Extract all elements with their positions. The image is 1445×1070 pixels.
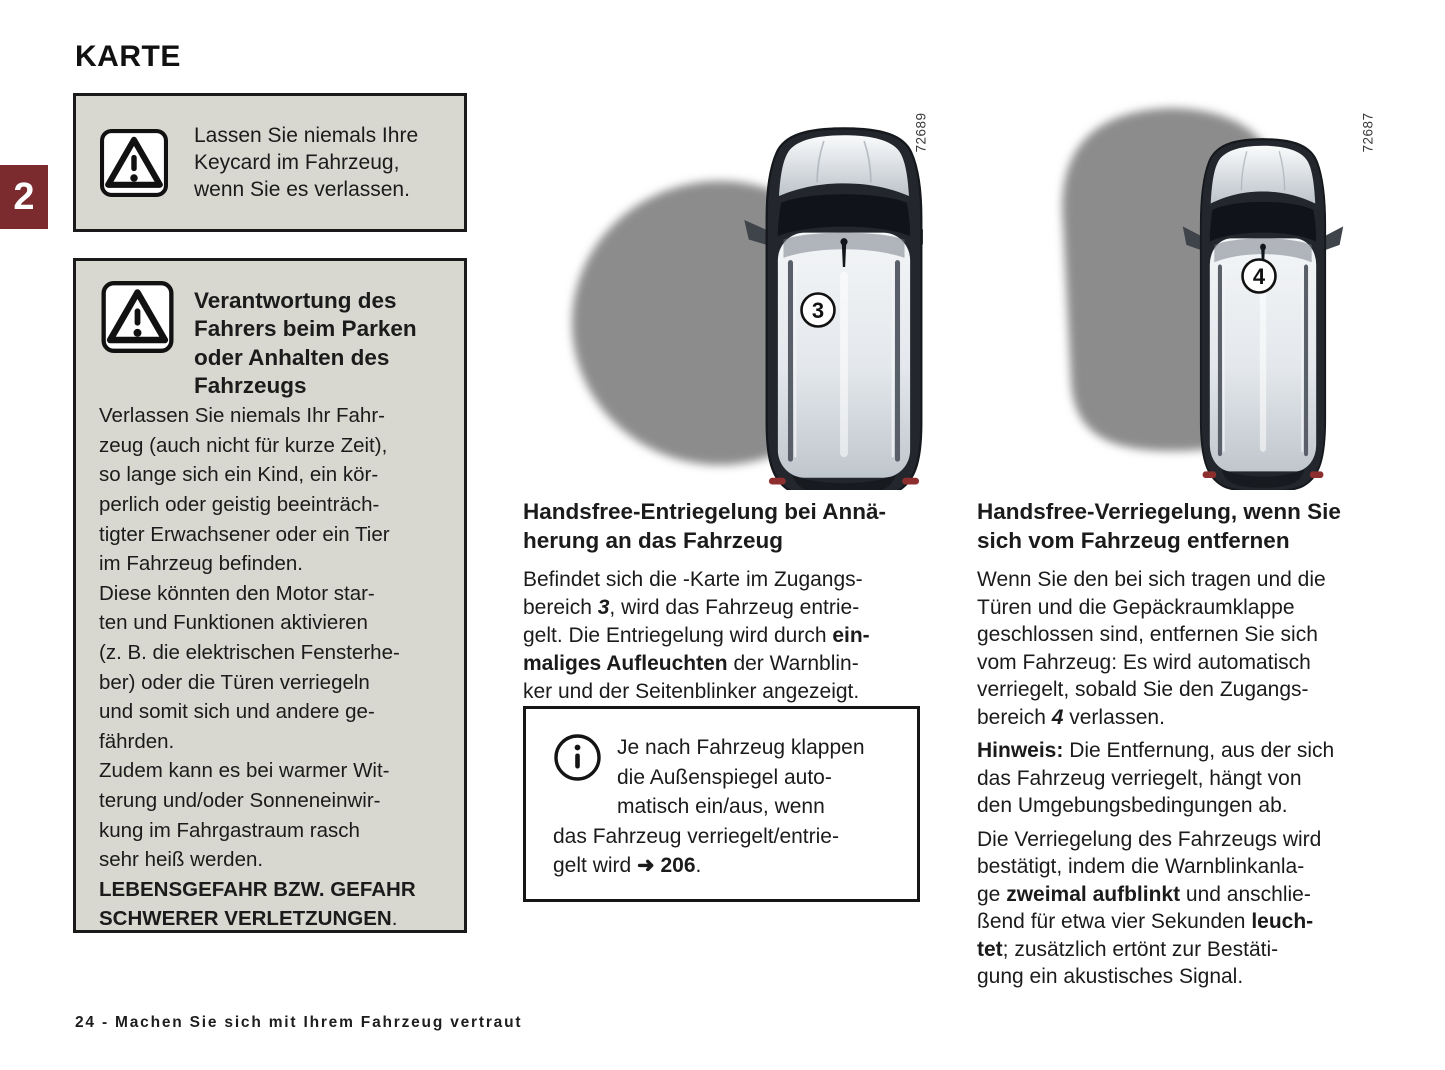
text-line: herung an das Fahrzeug [523, 528, 784, 553]
text-line: Fahrzeugs [194, 372, 307, 398]
warning-keycard-text [194, 122, 418, 203]
text-line: gung ein akustisches Signal. [977, 965, 1244, 988]
text-line: sehr heiß werden. [99, 848, 264, 872]
text-line: Je nach Fahrzeug klappen [617, 736, 865, 759]
text-line: Verlassen Sie niemals Ihr Fahr- [99, 404, 385, 428]
page-title: KARTE [75, 40, 181, 73]
text-line: Zudem kann es bei warmer Wit- [99, 759, 390, 783]
text-line: Handsfree-Verriegelung, wenn Sie [977, 499, 1341, 524]
text-line: bereich 4 verlassen. [977, 705, 1165, 729]
zone-number-badge [802, 294, 835, 327]
text-line: bestätigt, indem die Warnblinkanla- [977, 855, 1305, 878]
text-line: Verantwortung des [194, 288, 397, 313]
text-line: oder Anhalten des [194, 344, 390, 370]
warning-parking-body [99, 401, 464, 934]
text-line: so lange sich ein Kind, ein kör- [99, 463, 379, 487]
text-line: Die Verriegelung des Fahrzeugs wird [977, 827, 1322, 851]
car-unlock-illustration [523, 88, 923, 490]
text-line: die Außenspiegel auto- [617, 765, 832, 789]
text-line: gelt. Die Entriegelung wird durch ein- [523, 624, 870, 647]
text-line: den Umgebungsbedingungen ab. [977, 794, 1288, 817]
text-line: tet; zusätzlich ertönt zur Bestäti- [977, 937, 1279, 961]
text-line: tigter Erwachsener oder ein Tier [99, 522, 390, 546]
text-line: ber) oder die Türen verriegeln [99, 670, 370, 694]
text-line: Diese könnten den Motor star- [99, 581, 375, 605]
page-footer: 24 - Machen Sie sich mit Ihrem Fahrzeug vertraut [75, 1014, 523, 1031]
text-line: terung und/oder Sonneneinwir- [99, 788, 381, 812]
section-lock-paragraph-2 [977, 737, 1377, 820]
text-line: das Fahrzeug verriegelt/entrie- [553, 824, 839, 848]
chapter-tab [0, 165, 48, 229]
text-line: Befindet sich die -Karte im Zugangs- [523, 568, 863, 591]
svg-text:3: 3 [811, 298, 825, 323]
text-line: bereich 3, wird das Fahrzeug entrie- [523, 596, 860, 619]
text-line: wenn Sie es verlassen. [194, 178, 410, 201]
warning-box-keycard [73, 93, 467, 232]
text-line: ßend für etwa vier Sekunden leuch- [977, 910, 1314, 933]
text-line: zeug (auch nicht für kurze Zeit), [99, 433, 388, 457]
warning-triangle-icon [100, 129, 168, 197]
warning-triangle-icon [101, 281, 174, 353]
section-lock-paragraph-1 [977, 566, 1377, 731]
text-line: Hinweis: Die Entfernung, aus der sich [977, 739, 1335, 762]
text-line: Keycard im Fahrzeug, [194, 151, 400, 174]
text-line: Fahrers beim Parken [194, 316, 417, 342]
info-icon-wrap [553, 733, 617, 821]
car-top-view [1183, 139, 1343, 490]
section-lock [977, 497, 1377, 991]
section-unlock-heading [523, 497, 923, 555]
text-line: gelt wird ➜ 206. [553, 854, 702, 877]
text-line: fährden. [99, 729, 175, 753]
section-unlock [523, 497, 923, 706]
section-unlock-paragraph [523, 566, 923, 706]
figure-number: 72689 [913, 112, 929, 153]
text-line: das Fahrzeug verriegelt, hängt von [977, 766, 1302, 790]
svg-text:4: 4 [1252, 264, 1266, 289]
figure-unlock-zone [523, 88, 929, 490]
text-line: (z. B. die elektrischen Fensterhe- [99, 640, 400, 664]
text-line: Wenn Sie den bei sich tragen und die [977, 568, 1326, 591]
warning-parking-title [194, 287, 464, 400]
text-line: ten und Funktionen aktivieren [99, 611, 368, 635]
text-line: vom Fahrzeug: Es wird automatisch [977, 650, 1311, 674]
text-line: im Fahrzeug befinden. [99, 552, 303, 576]
text-line: kung im Fahrgastraum rasch [99, 818, 360, 842]
text-line: Türen und die Gepäckraumklappe [977, 595, 1295, 619]
text-line: SCHWERER VERLETZUNGEN. [99, 907, 398, 931]
zone-number-badge [1243, 260, 1276, 293]
text-line: LEBENSGEFAHR BZW. GEFAHR [99, 877, 416, 901]
text-line: Handsfree-Entriegelung bei Annä- [523, 499, 886, 524]
info-circle-icon [553, 733, 602, 782]
section-lock-paragraph-3 [977, 826, 1377, 991]
warning-box-parking [73, 258, 467, 933]
info-note-box [523, 706, 920, 902]
text-line: maliges Aufleuchten der Warnblin- [523, 652, 859, 675]
text-line: ker und der Seitenblinker angezeigt. [523, 680, 860, 703]
text-line: sich vom Fahrzeug entfernen [977, 528, 1290, 553]
figure-number: 72687 [1360, 112, 1376, 153]
text-line: Lassen Sie niemals Ihre [194, 124, 419, 147]
text-line: geschlossen sind, entfernen Sie sich [977, 623, 1318, 646]
figure-lock-zone [977, 88, 1377, 490]
chapter-number: 2 [13, 175, 35, 218]
section-lock-heading [977, 497, 1377, 555]
text-line: und somit sich und andere ge- [99, 700, 375, 724]
text-line: verriegelt, sobald Sie den Zugangs- [977, 678, 1309, 701]
text-line: perlich oder geistig beeinträch- [99, 492, 380, 516]
text-line: ge zweimal aufblinkt und anschlie- [977, 882, 1311, 906]
text-line: matisch ein/aus, wenn [617, 795, 825, 818]
car-lock-illustration [977, 88, 1377, 490]
